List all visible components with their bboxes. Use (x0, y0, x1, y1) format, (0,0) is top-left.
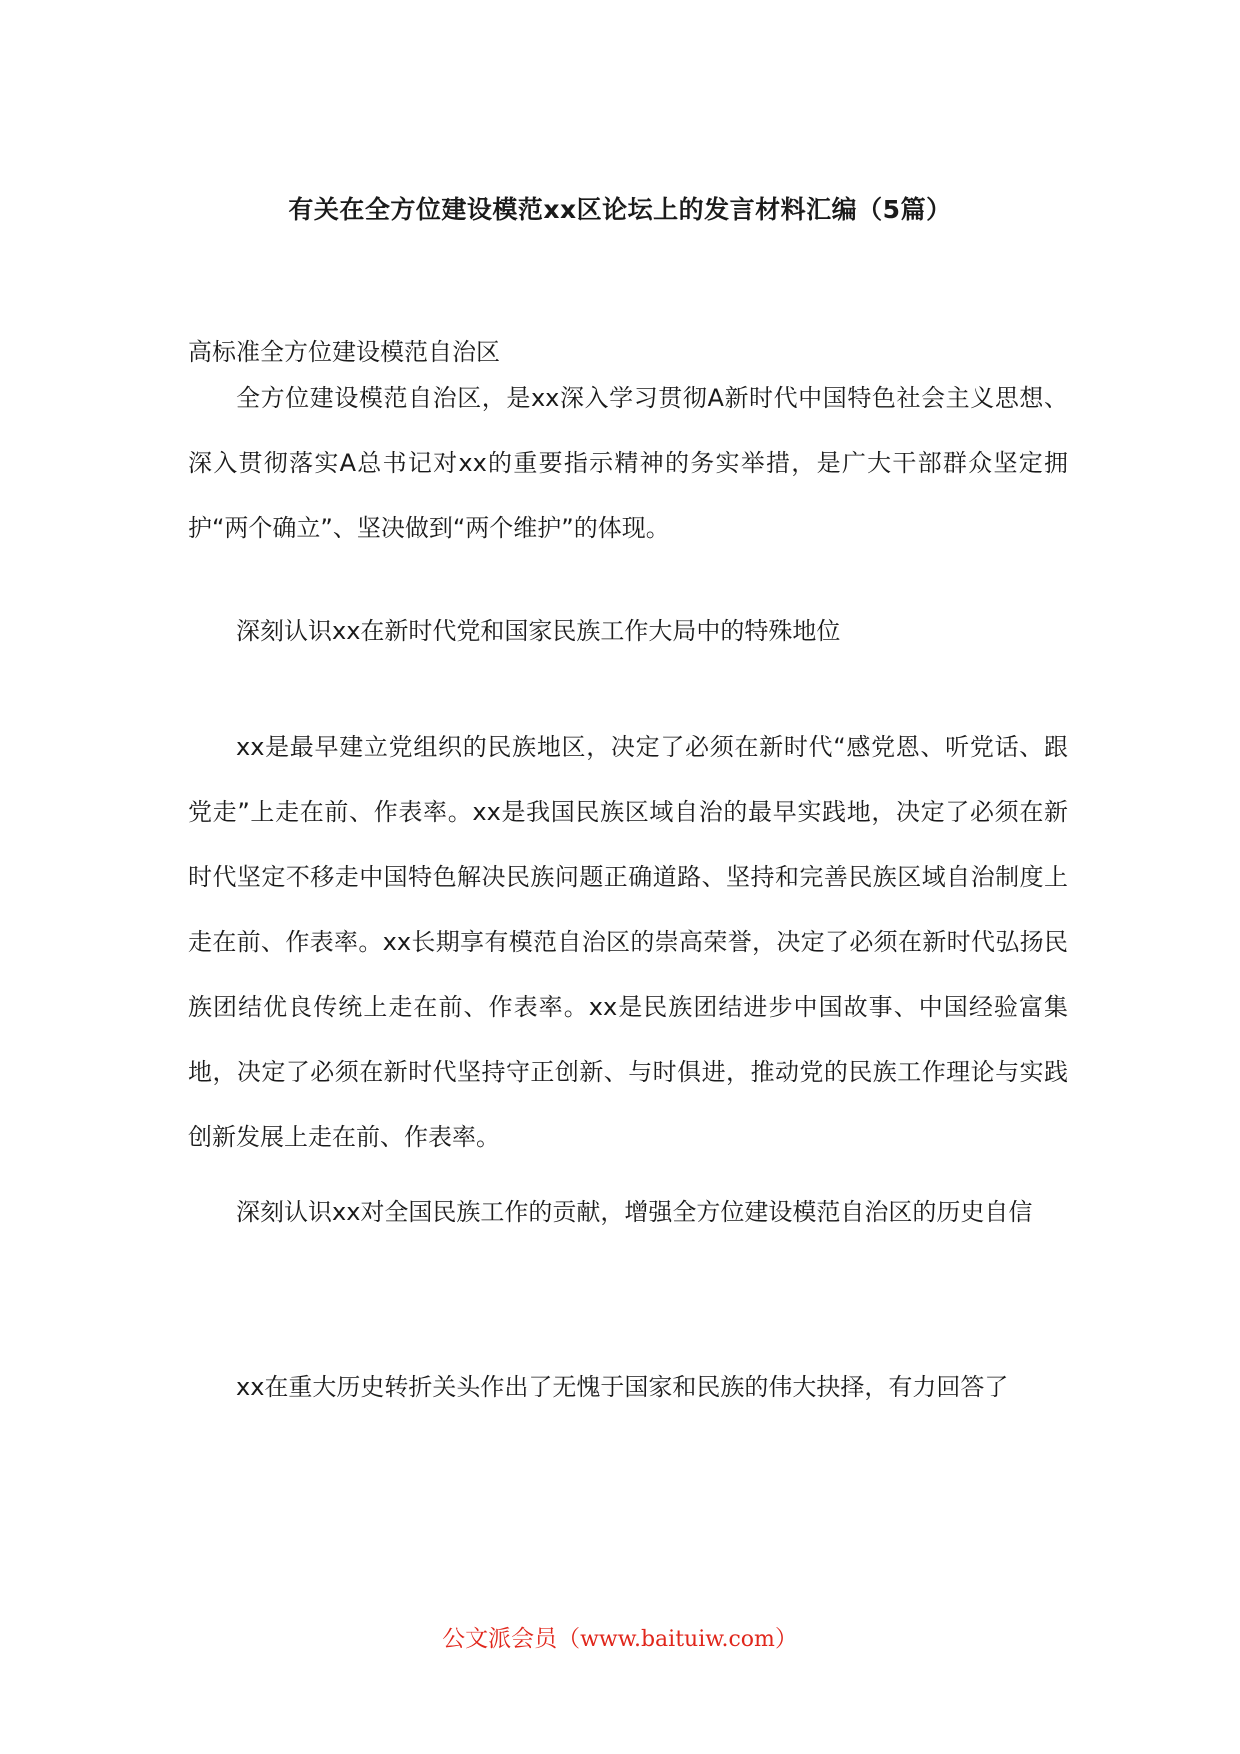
footer-url[interactable]: www.baituiw.com (580, 1627, 775, 1652)
paragraph-2: xx是最早建立党组织的民族地区，决定了必须在新时代“感党恩、听党话、跟党走”上走在前、作表率。xx是我国民族区域自治的最早实践地，决定了必须在新时代坚定不移走中国特色解决民族问题正确道路、坚持和完善民族区域自治制度上走在前、作表率。xx长期享有模范自治区的崇高荣誉，决定了必须在新时代弘扬民族团结优良传统上走在前、作表率。xx是民族团结进步中国故事、中国经验富集地，决定了必须在新时代坚持守正创新、与时俱进，推动党的民族工作理论与实践创新发展上走在前、作表率。 (188, 733, 1068, 1151)
subheading-1: 深刻认识xx在新时代党和国家民族工作大局中的特殊地位 (236, 617, 841, 645)
footer-open-paren: （ (557, 1626, 581, 1652)
section-heading: 高标准全方位建设模范自治区 (188, 338, 500, 366)
paragraph-3: xx在重大历史转折关头作出了无愧于国家和民族的伟大抉择，有力回答了 (236, 1373, 1009, 1401)
footer-close-paren: ） (774, 1626, 798, 1652)
footer-brand: 公文派会员 (442, 1626, 558, 1652)
subheading-2: 深刻认识xx对全国民族工作的贡献，增强全方位建设模范自治区的历史自信 (236, 1198, 1033, 1226)
footer-watermark (0, 1620, 1240, 1653)
paragraph-1: 全方位建设模范自治区，是xx深入学习贯彻A新时代中国特色社会主义思想、深入贯彻落实A总书记对xx的重要指示精神的务实举措，是广大干部群众坚定拥护“两个确立”、坚决做到“两个维护”的体现。 (188, 384, 1068, 542)
document-title: 有关在全方位建设模范xx区论坛上的发言材料汇编（5篇） (288, 195, 952, 224)
